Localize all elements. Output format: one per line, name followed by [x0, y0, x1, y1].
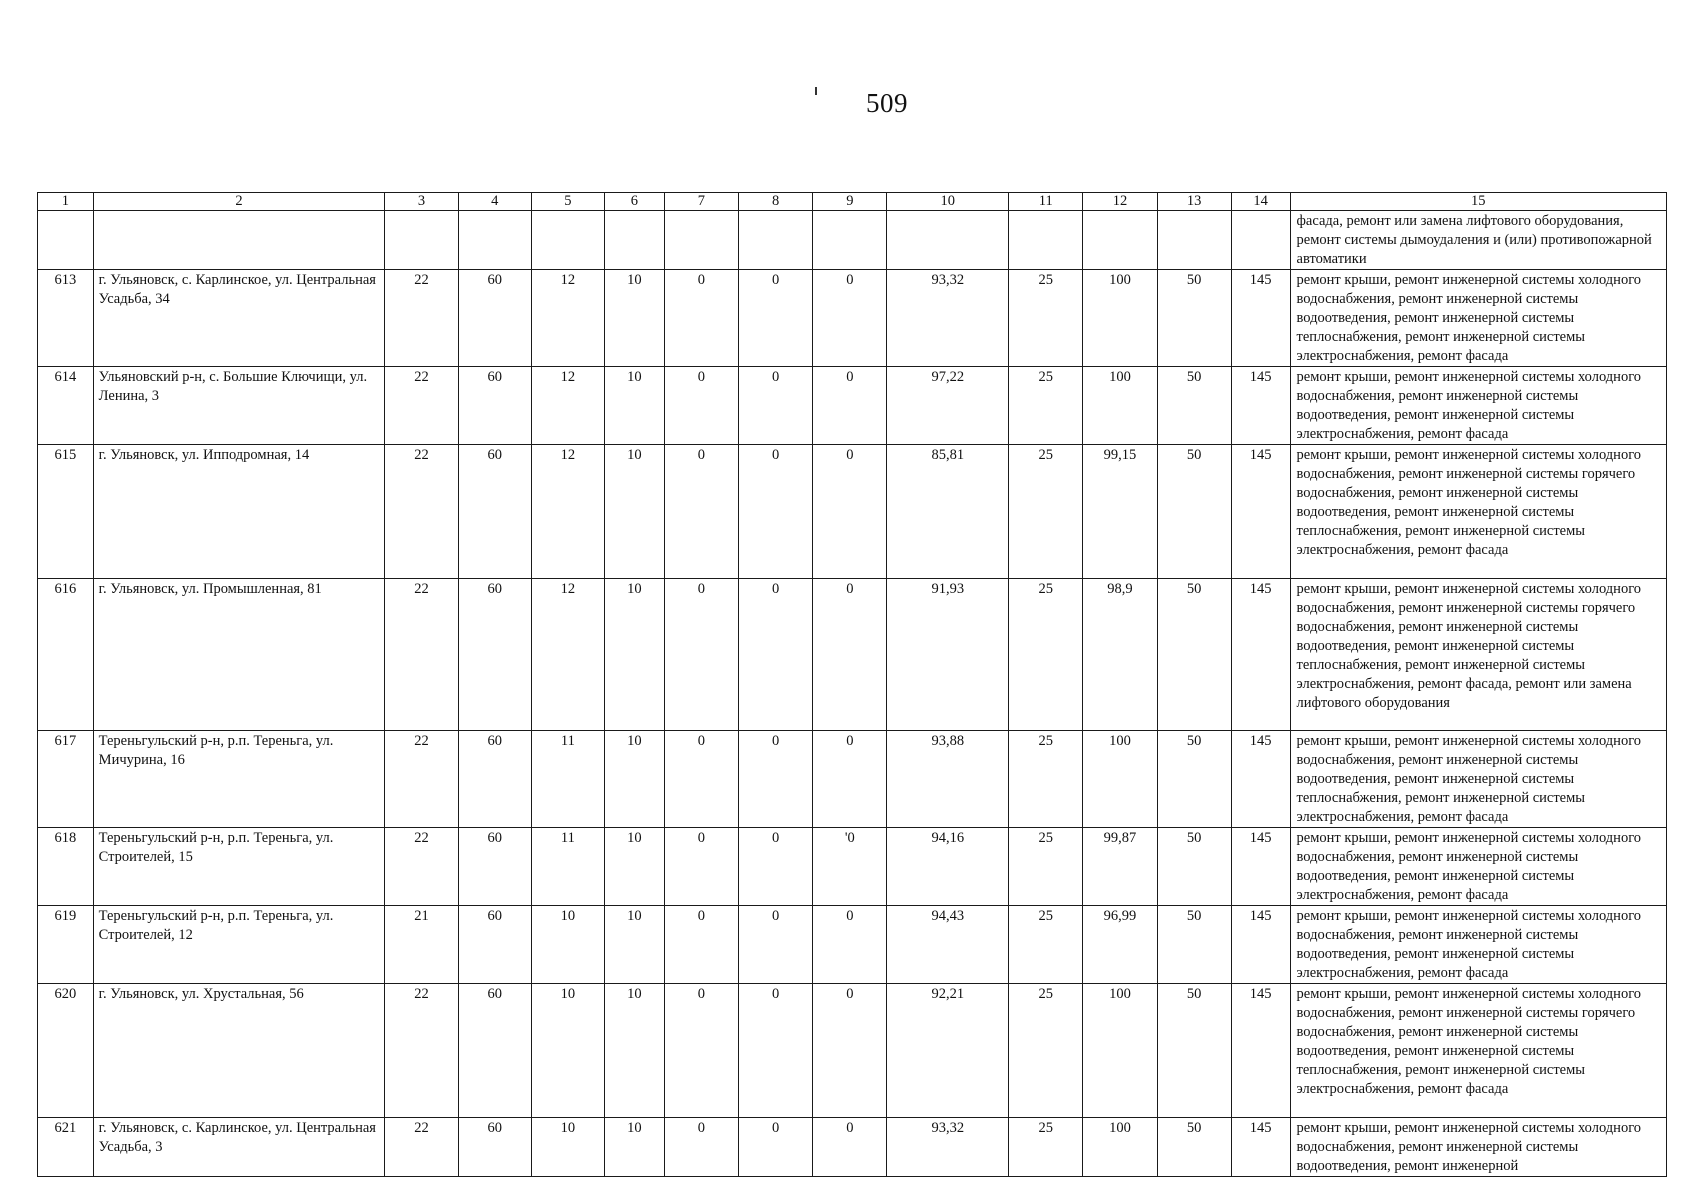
column-number-row: [38, 193, 1667, 211]
col10-cell: 93,32: [887, 1118, 1009, 1177]
address-cell: Ульяновский р-н, с. Большие Ключищи, ул. Ленина, 3: [93, 367, 385, 445]
col3-cell: 22: [385, 1118, 458, 1177]
address-cell: [93, 211, 385, 270]
col13-cell: 50: [1157, 731, 1231, 828]
col14-cell: 145: [1231, 828, 1290, 906]
col5-cell: 12: [531, 579, 604, 731]
col5-cell: 12: [531, 445, 604, 579]
work-types-cell: ремонт крыши, ремонт инженерной системы холодного водоснабжения, ремонт инженерной системы водоотведения, ремонт инженерной системы теплоснабжения, ремонт инженерной системы электроснабжения, ремонт фасада: [1290, 270, 1666, 367]
col4-cell: 60: [458, 828, 531, 906]
col12-cell: 99,87: [1083, 828, 1157, 906]
col4-cell: 60: [458, 367, 531, 445]
col12-cell: 100: [1083, 270, 1157, 367]
col9-cell: 0: [813, 445, 887, 579]
col13-cell: 50: [1157, 367, 1231, 445]
address-cell: Тереньгульский р-н, р.п. Тереньга, ул. Строителей, 15: [93, 828, 385, 906]
col7-cell: 0: [664, 731, 738, 828]
col12-cell: 96,99: [1083, 906, 1157, 984]
col7-cell: 0: [664, 828, 738, 906]
table-row: [38, 1118, 1667, 1177]
col11-cell: 25: [1009, 445, 1083, 579]
col3-cell: 22: [385, 984, 458, 1118]
address-cell: г. Ульяновск, с. Карлинское, ул. Центральная Усадьба, 3: [93, 1118, 385, 1177]
col10-cell: 93,88: [887, 731, 1009, 828]
work-types-cell: ремонт крыши, ремонт инженерной системы холодного водоснабжения, ремонт инженерной системы водоотведения, ремонт инженерной системы электроснабжения, ремонт фасада: [1290, 367, 1666, 445]
col14-cell: 145: [1231, 367, 1290, 445]
column-header: 7: [664, 193, 738, 211]
col8-cell: 0: [739, 731, 813, 828]
col4-cell: 60: [458, 270, 531, 367]
column-header: 10: [887, 193, 1009, 211]
col8-cell: 0: [739, 906, 813, 984]
col6-cell: 10: [605, 906, 665, 984]
col4-cell: 60: [458, 579, 531, 731]
col6-cell: 10: [605, 731, 665, 828]
col8-cell: 0: [739, 579, 813, 731]
col10-cell: [887, 211, 1009, 270]
row-number-cell: 619: [38, 906, 94, 984]
column-header: 2: [93, 193, 385, 211]
table-row: [38, 984, 1667, 1118]
col11-cell: 25: [1009, 906, 1083, 984]
col7-cell: [664, 211, 738, 270]
column-header: 14: [1231, 193, 1290, 211]
scan-artifact-mark: [815, 87, 817, 95]
work-types-cell: ремонт крыши, ремонт инженерной системы холодного водоснабжения, ремонт инженерной системы водоотведения, ремонт инженерной системы электроснабжения, ремонт фасада: [1290, 828, 1666, 906]
work-types-cell: ремонт крыши, ремонт инженерной системы холодного водоснабжения, ремонт инженерной системы водоотведения, ремонт инженерной: [1290, 1118, 1666, 1177]
column-header: 6: [605, 193, 665, 211]
col13-cell: 50: [1157, 579, 1231, 731]
col14-cell: 145: [1231, 445, 1290, 579]
table-row: [38, 367, 1667, 445]
col11-cell: 25: [1009, 579, 1083, 731]
column-header: 11: [1009, 193, 1083, 211]
col9-cell: 0: [813, 906, 887, 984]
work-types-cell: ремонт крыши, ремонт инженерной системы холодного водоснабжения, ремонт инженерной системы водоотведения, ремонт инженерной системы электроснабжения, ремонт фасада: [1290, 906, 1666, 984]
address-cell: Тереньгульский р-н, р.п. Тереньга, ул. Строителей, 12: [93, 906, 385, 984]
col14-cell: 145: [1231, 984, 1290, 1118]
col14-cell: 145: [1231, 1118, 1290, 1177]
col5-cell: 12: [531, 367, 604, 445]
col8-cell: [739, 211, 813, 270]
address-cell: Тереньгульский р-н, р.п. Тереньга, ул. Мичурина, 16: [93, 731, 385, 828]
col3-cell: 22: [385, 828, 458, 906]
col7-cell: 0: [664, 270, 738, 367]
col10-cell: 94,43: [887, 906, 1009, 984]
col9-cell: [813, 211, 887, 270]
col5-cell: 11: [531, 731, 604, 828]
col14-cell: 145: [1231, 731, 1290, 828]
col12-cell: 100: [1083, 731, 1157, 828]
col9-cell: 0: [813, 731, 887, 828]
column-header: 9: [813, 193, 887, 211]
table-row: [38, 270, 1667, 367]
address-cell: г. Ульяновск, с. Карлинское, ул. Центральная Усадьба, 34: [93, 270, 385, 367]
col7-cell: 0: [664, 445, 738, 579]
col13-cell: 50: [1157, 445, 1231, 579]
col6-cell: 10: [605, 828, 665, 906]
col4-cell: 60: [458, 984, 531, 1118]
col12-cell: 98,9: [1083, 579, 1157, 731]
col6-cell: 10: [605, 367, 665, 445]
col5-cell: 10: [531, 984, 604, 1118]
address-cell: г. Ульяновск, ул. Ипподромная, 14: [93, 445, 385, 579]
col11-cell: 25: [1009, 731, 1083, 828]
column-header: 8: [739, 193, 813, 211]
row-number-cell: 620: [38, 984, 94, 1118]
col13-cell: 50: [1157, 984, 1231, 1118]
col4-cell: 60: [458, 731, 531, 828]
col10-cell: 91,93: [887, 579, 1009, 731]
col3-cell: 21: [385, 906, 458, 984]
col9-cell: 0: [813, 270, 887, 367]
col4-cell: 60: [458, 1118, 531, 1177]
work-types-cell: ремонт крыши, ремонт инженерной системы холодного водоснабжения, ремонт инженерной системы горячего водоснабжения, ремонт инженерной системы водоотведения, ремонт инженерной системы теплоснабжения, ремонт инженерной системы электроснабжения, ремонт фасада: [1290, 445, 1666, 579]
col13-cell: 50: [1157, 270, 1231, 367]
row-number-cell: 618: [38, 828, 94, 906]
col8-cell: 0: [739, 270, 813, 367]
col7-cell: 0: [664, 1118, 738, 1177]
col11-cell: 25: [1009, 828, 1083, 906]
table-row: [38, 445, 1667, 579]
col8-cell: 0: [739, 984, 813, 1118]
col3-cell: 22: [385, 270, 458, 367]
col6-cell: 10: [605, 445, 665, 579]
row-number-cell: 616: [38, 579, 94, 731]
table-row: [38, 731, 1667, 828]
col14-cell: 145: [1231, 270, 1290, 367]
column-header: 4: [458, 193, 531, 211]
col12-cell: 100: [1083, 1118, 1157, 1177]
col3-cell: 22: [385, 445, 458, 579]
address-cell: г. Ульяновск, ул. Промышленная, 81: [93, 579, 385, 731]
col8-cell: 0: [739, 367, 813, 445]
row-number-cell: 614: [38, 367, 94, 445]
col11-cell: [1009, 211, 1083, 270]
col3-cell: 22: [385, 579, 458, 731]
col7-cell: 0: [664, 367, 738, 445]
col9-cell: 0: [813, 1118, 887, 1177]
col14-cell: 145: [1231, 579, 1290, 731]
work-types-cell: ремонт крыши, ремонт инженерной системы холодного водоснабжения, ремонт инженерной системы водоотведения, ремонт инженерной системы теплоснабжения, ремонт инженерной системы электроснабжения, ремонт фасада: [1290, 731, 1666, 828]
col6-cell: 10: [605, 270, 665, 367]
column-header: 5: [531, 193, 604, 211]
address-cell: г. Ульяновск, ул. Хрустальная, 56: [93, 984, 385, 1118]
col4-cell: [458, 211, 531, 270]
col7-cell: 0: [664, 906, 738, 984]
column-header: 3: [385, 193, 458, 211]
col6-cell: [605, 211, 665, 270]
col13-cell: 50: [1157, 828, 1231, 906]
col5-cell: 10: [531, 906, 604, 984]
column-header: 13: [1157, 193, 1231, 211]
col3-cell: 22: [385, 367, 458, 445]
col11-cell: 25: [1009, 984, 1083, 1118]
col14-cell: [1231, 211, 1290, 270]
page-number: 509: [866, 88, 908, 118]
col8-cell: 0: [739, 828, 813, 906]
col10-cell: 94,16: [887, 828, 1009, 906]
work-types-cell: фасада, ремонт или замена лифтового оборудования, ремонт системы дымоудаления и (или) противопожарной автоматики: [1290, 211, 1666, 270]
col10-cell: 93,32: [887, 270, 1009, 367]
col3-cell: 22: [385, 731, 458, 828]
col5-cell: 10: [531, 1118, 604, 1177]
col12-cell: 99,15: [1083, 445, 1157, 579]
col11-cell: 25: [1009, 270, 1083, 367]
col9-cell: '0: [813, 828, 887, 906]
work-types-cell: ремонт крыши, ремонт инженерной системы холодного водоснабжения, ремонт инженерной системы горячего водоснабжения, ремонт инженерной системы водоотведения, ремонт инженерной системы теплоснабжения, ремонт инженерной системы электроснабжения, ремонт фасада, ремонт или замена лифтового оборудования: [1290, 579, 1666, 731]
row-number-cell: 617: [38, 731, 94, 828]
row-number-cell: [38, 211, 94, 270]
col12-cell: 100: [1083, 367, 1157, 445]
col5-cell: 11: [531, 828, 604, 906]
table-row: [38, 579, 1667, 731]
table-row: [38, 211, 1667, 270]
col12-cell: [1083, 211, 1157, 270]
col7-cell: 0: [664, 579, 738, 731]
col9-cell: 0: [813, 579, 887, 731]
col9-cell: 0: [813, 367, 887, 445]
row-number-cell: 613: [38, 270, 94, 367]
col9-cell: 0: [813, 984, 887, 1118]
table-row: [38, 906, 1667, 984]
col11-cell: 25: [1009, 1118, 1083, 1177]
row-number-cell: 621: [38, 1118, 94, 1177]
col8-cell: 0: [739, 1118, 813, 1177]
work-types-cell: ремонт крыши, ремонт инженерной системы холодного водоснабжения, ремонт инженерной системы горячего водоснабжения, ремонт инженерной системы водоотведения, ремонт инженерной системы теплоснабжения, ремонт инженерной системы электроснабжения, ремонт фасада: [1290, 984, 1666, 1118]
col6-cell: 10: [605, 579, 665, 731]
col10-cell: 92,21: [887, 984, 1009, 1118]
col13-cell: 50: [1157, 1118, 1231, 1177]
col5-cell: 12: [531, 270, 604, 367]
col3-cell: [385, 211, 458, 270]
col10-cell: 85,81: [887, 445, 1009, 579]
col14-cell: 145: [1231, 906, 1290, 984]
housing-repair-table: [37, 192, 1667, 1177]
column-header: 12: [1083, 193, 1157, 211]
col6-cell: 10: [605, 984, 665, 1118]
col4-cell: 60: [458, 906, 531, 984]
col13-cell: [1157, 211, 1231, 270]
col13-cell: 50: [1157, 906, 1231, 984]
table-row: [38, 828, 1667, 906]
column-header: 1: [38, 193, 94, 211]
col11-cell: 25: [1009, 367, 1083, 445]
col12-cell: 100: [1083, 984, 1157, 1118]
col7-cell: 0: [664, 984, 738, 1118]
col10-cell: 97,22: [887, 367, 1009, 445]
col6-cell: 10: [605, 1118, 665, 1177]
col4-cell: 60: [458, 445, 531, 579]
col5-cell: [531, 211, 604, 270]
column-header: 15: [1290, 193, 1666, 211]
row-number-cell: 615: [38, 445, 94, 579]
col8-cell: 0: [739, 445, 813, 579]
